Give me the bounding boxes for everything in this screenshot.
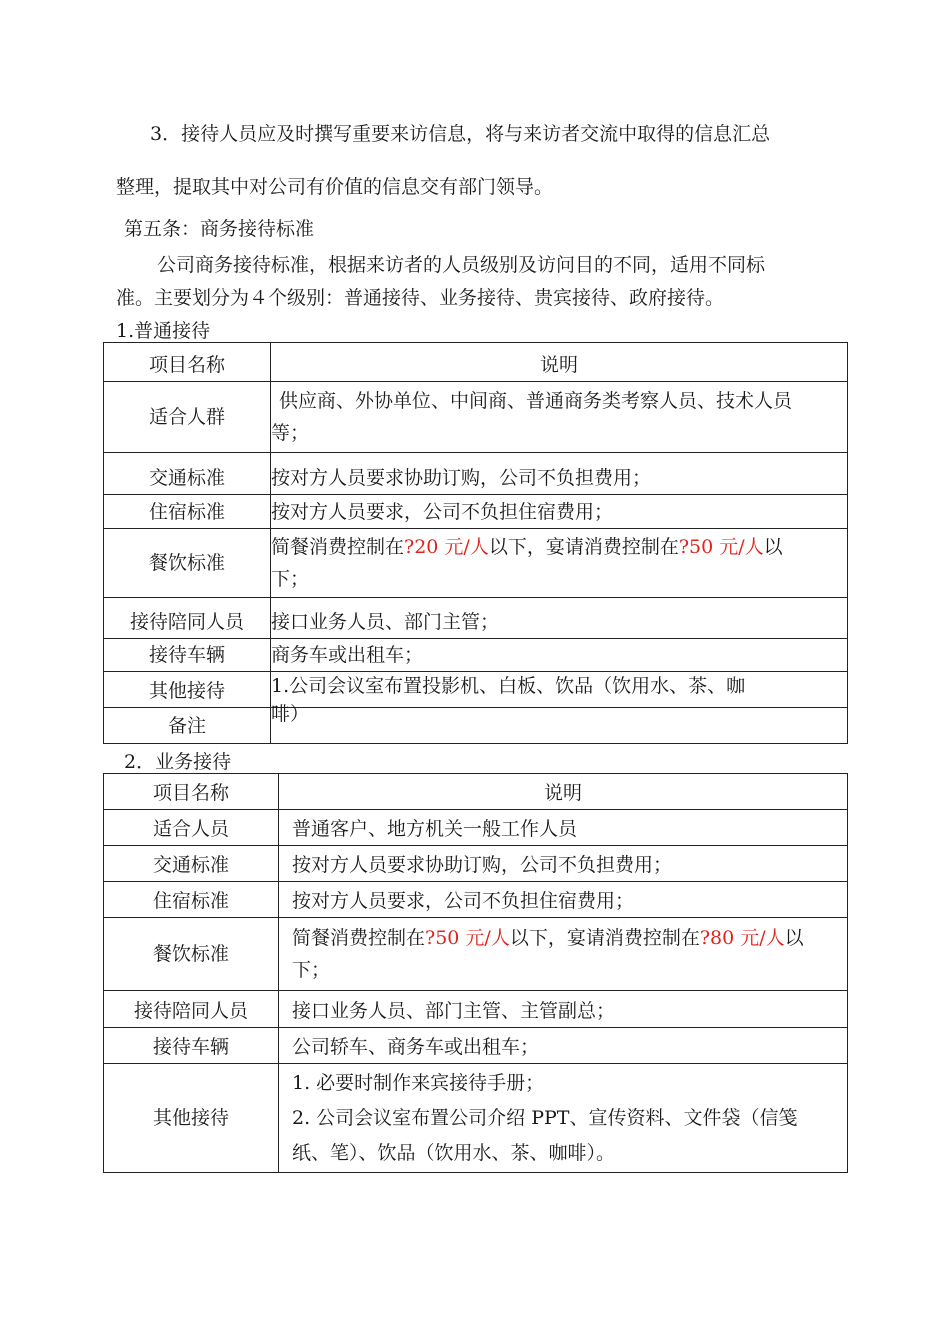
other-line-2: 啡） [271, 703, 310, 725]
row-label-other: 其他接待 [104, 672, 271, 708]
row-label-remark: 备注 [104, 708, 271, 744]
banquet-limit: ?80 元/人 [699, 927, 785, 949]
table-row-lodging [104, 495, 848, 529]
dining-line-1: 简餐消费控制在?50 元/人以下，宴请消费控制在?80 元/人以 [292, 927, 804, 949]
dining-line-2: 下； [292, 959, 331, 981]
header-description: 说明 [271, 343, 848, 382]
row-label-vehicle: 接待车辆 [104, 639, 271, 672]
table-row-vehicle [104, 1028, 848, 1064]
table-row-audience [104, 382, 848, 453]
intro-line-1: 3．接待人员应及时撰写重要来访信息，将与来访者交流中取得的信息汇总 [150, 123, 771, 145]
table-row-escort [104, 991, 848, 1028]
audience-line-2: 等； [271, 422, 310, 444]
other-line-2: 2. 公司会议室布置公司介绍 PPT、宣传资料、文件袋（信笺 [292, 1106, 798, 1129]
row-label-lodging: 住宿标准 [104, 882, 279, 918]
row-value-vehicle: 公司轿车、商务车或出租车； [279, 1028, 848, 1064]
simple-meal-limit: ?50 元/人 [425, 927, 510, 949]
row-value-audience [271, 382, 848, 453]
row-value-remark [271, 708, 848, 744]
article-body-line-1: 公司商务接待标准，根据来访者的人员级别及访问目的不同，适用不同标 [157, 254, 766, 276]
row-label-audience: 适合人员 [104, 810, 279, 846]
row-label-other: 其他接待 [104, 1064, 279, 1173]
table-row-dining [104, 918, 848, 991]
table-row-audience [104, 810, 848, 846]
row-value-lodging: 按对方人员要求，公司不负担住宿费用； [271, 495, 848, 529]
table-row-other [104, 672, 848, 708]
table-row-remark [104, 708, 848, 744]
section-1-title: 1.普通接待 [116, 320, 211, 342]
table-row-vehicle [104, 639, 848, 672]
dining-line-1: 简餐消费控制在?20 元/人以下，宴请消费控制在?50 元/人以 [271, 536, 783, 558]
table-row-dining [104, 529, 848, 598]
row-value-lodging: 按对方人员要求，公司不负担住宿费用； [279, 882, 848, 918]
row-value-transport: 按对方人员要求协助订购，公司不负担费用； [271, 453, 848, 495]
row-label-escort: 接待陪同人员 [104, 598, 271, 639]
table-header-row [104, 343, 848, 382]
header-item-name: 项目名称 [104, 343, 271, 382]
table-row-transport [104, 453, 848, 495]
row-value-other [271, 672, 848, 725]
row-value-other [279, 1064, 848, 1173]
row-value-transport: 按对方人员要求协助订购，公司不负担费用； [279, 846, 848, 882]
intro-line-2: 整理，提取其中对公司有价值的信息交有部门领导。 [116, 176, 554, 198]
row-value-vehicle: 商务车或出租车； [271, 639, 848, 672]
banquet-limit: ?50 元/人 [678, 536, 764, 558]
other-line-1: 1.公司会议室布置投影机、白板、饮品（饮用水、茶、咖 [271, 675, 746, 697]
row-value-audience: 普通客户、地方机关一般工作人员 [279, 810, 848, 846]
row-value-dining [271, 529, 848, 598]
simple-meal-limit: ?20 元/人 [404, 536, 489, 558]
audience-line-1: 供应商、外协单位、中间商、普通商务类考察人员、技术人员 [279, 390, 793, 412]
row-value-dining [279, 918, 848, 991]
header-description: 说明 [279, 774, 848, 810]
table-row-escort [104, 598, 848, 639]
row-label-escort: 接待陪同人员 [104, 991, 279, 1028]
article-heading: 第五条：商务接待标准 [124, 218, 315, 240]
row-value-escort: 接口业务人员、部门主管、主管副总； [279, 991, 848, 1028]
table-row-lodging [104, 882, 848, 918]
other-line-3: 纸、笔）、饮品（饮用水、茶、咖啡）。 [292, 1141, 616, 1164]
section-2-title: 2．业务接待 [124, 751, 232, 773]
row-label-transport: 交通标准 [104, 846, 279, 882]
dining-line-2: 下； [271, 568, 310, 590]
other-line-1: 1. 必要时制作来宾接待手册； [292, 1071, 545, 1094]
row-label-vehicle: 接待车辆 [104, 1028, 279, 1064]
table-row-other [104, 1064, 848, 1173]
article-body-line-2: 准。主要划分为４个级别：普通接待、业务接待、贵宾接待、政府接待。 [116, 287, 725, 309]
table-header-row [104, 774, 848, 810]
row-label-dining: 餐饮标准 [104, 918, 279, 991]
row-label-dining: 餐饮标准 [104, 529, 271, 598]
header-item-name: 项目名称 [104, 774, 279, 810]
row-label-transport: 交通标准 [104, 453, 271, 495]
ordinary-reception-table [103, 342, 848, 744]
row-value-escort: 接口业务人员、部门主管； [271, 598, 848, 639]
table-row-transport [104, 846, 848, 882]
row-label-lodging: 住宿标准 [104, 495, 271, 529]
row-label-audience: 适合人群 [104, 382, 271, 453]
business-reception-table [103, 773, 848, 1173]
